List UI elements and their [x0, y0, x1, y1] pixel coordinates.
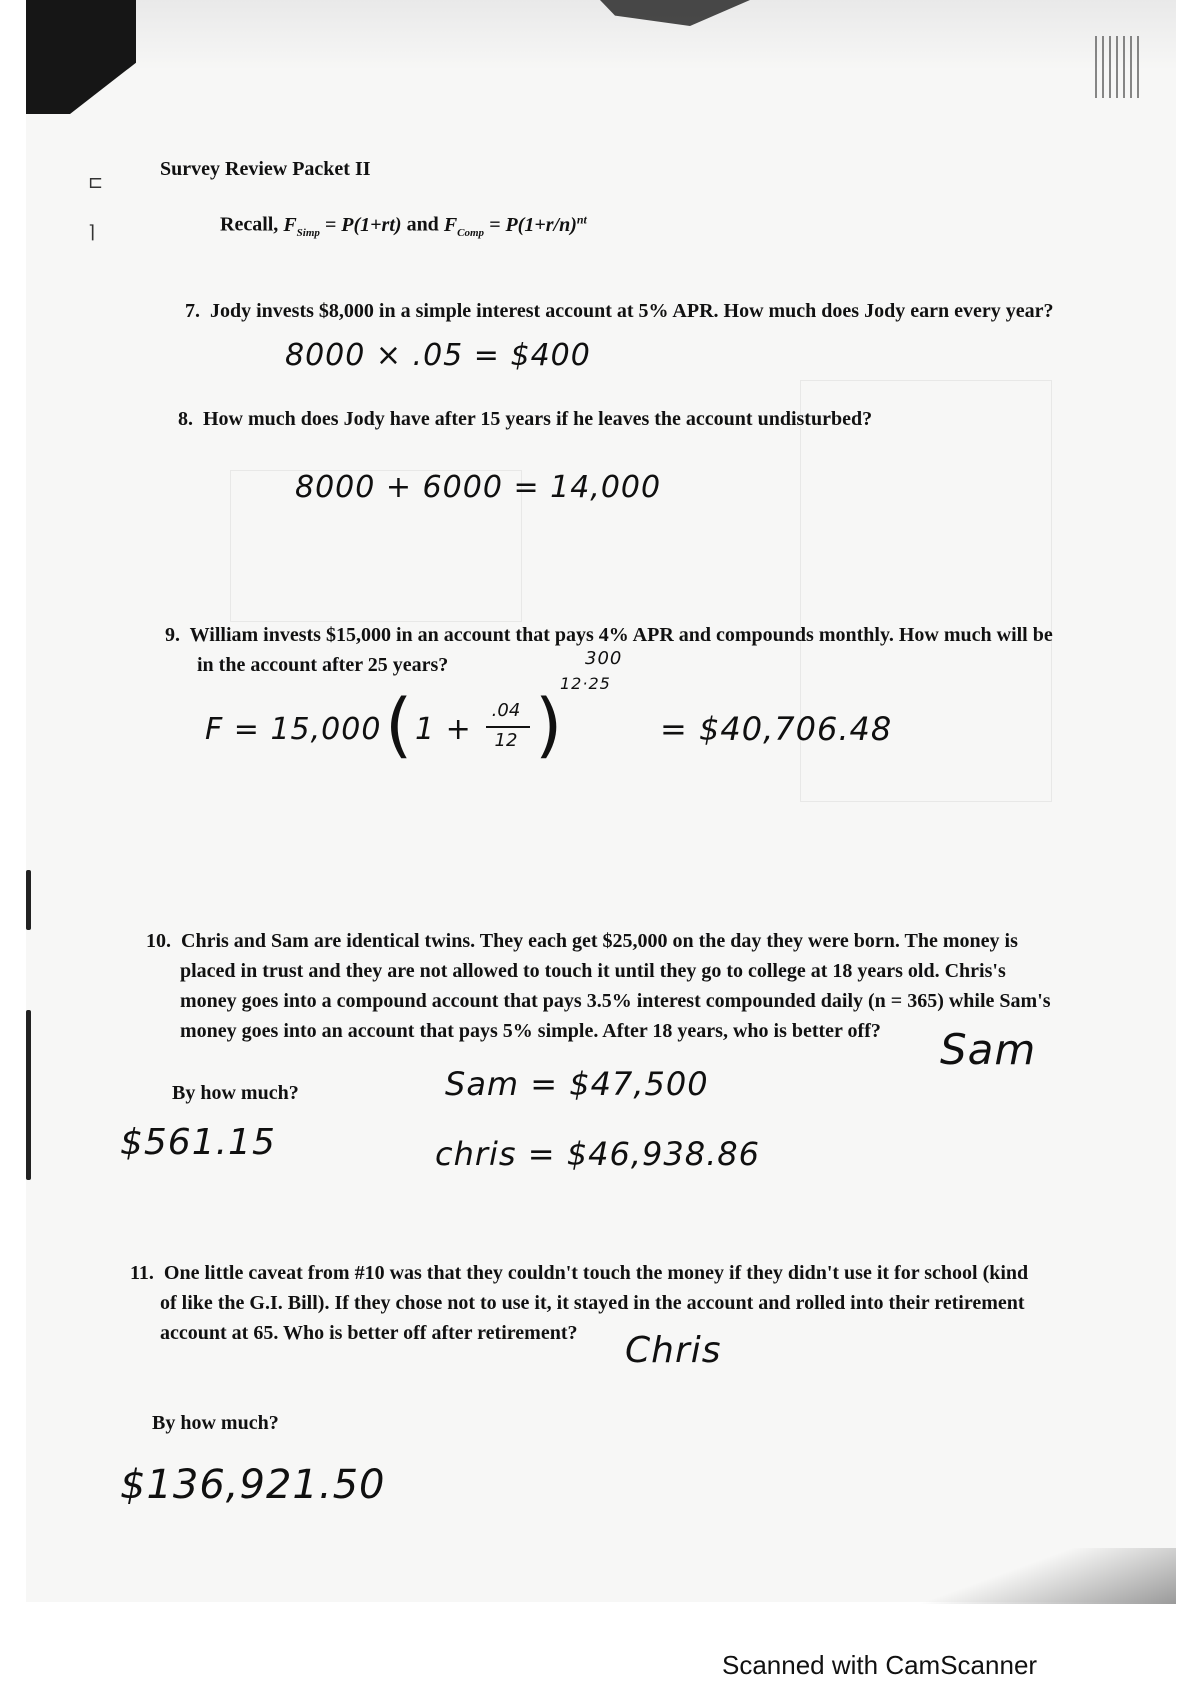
question-number: 7. — [185, 300, 200, 322]
question-text: One little caveat from #10 was that they couldn't touch the money if they didn't use it for school (kind — [163, 1262, 1029, 1284]
work-exponent-result: 300 — [585, 648, 623, 669]
question-8 — [178, 404, 1078, 434]
question-text: in the account after 25 years? — [197, 654, 449, 676]
answer-8: 8000 + 6000 = 14,000 — [295, 470, 662, 505]
work-one-plus: 1 + — [415, 712, 472, 747]
question-text: of like the G.I. Bill). If they chose not to use it, it stayed in the account and rolled into their retirement — [160, 1292, 1025, 1314]
answer-10-chris: chris = $46,938.86 — [435, 1135, 760, 1173]
recall-prefix: Recall, — [220, 213, 279, 236]
simple-formula: $F_{Simp} = P(1+rt)$ — [283, 213, 402, 239]
question-text: money goes into a compound account that pays 3.5% interest compounded daily (n = 365) while Sam's — [180, 990, 1051, 1012]
question-text: How much does Jody have after 15 years if he leaves the account undisturbed? — [203, 408, 873, 430]
answer-9: = $40,706.48 — [660, 710, 893, 748]
sub-question-10: By how much? — [172, 1082, 299, 1104]
scan-edge-mark — [26, 870, 31, 930]
page-title: Survey Review Packet II — [160, 158, 371, 180]
scan-edge-mark — [26, 1010, 31, 1180]
recall-conjunction: and — [406, 213, 439, 236]
question-number: 9. — [165, 624, 180, 646]
work-numerator: .04 — [491, 700, 521, 721]
right-paren: ) — [535, 684, 563, 766]
question-9 — [165, 620, 1125, 680]
question-number: 11. — [130, 1262, 154, 1284]
question-number: 10. — [146, 930, 171, 952]
answer-10-sam: Sam = $47,500 — [445, 1065, 709, 1103]
question-text: Jody invests $8,000 in a simple interest account at 5% APR. How much does Jody earn every year? — [210, 300, 1054, 322]
question-text: Chris and Sam are identical twins. They each get $25,000 on the day they were born. The money is — [181, 930, 1018, 952]
sub-question-11: By how much? — [152, 1412, 279, 1434]
margin-mark: ⊏ — [88, 172, 104, 192]
compound-formula: $F_{Comp} = P(1+r/n)^{nt}$ — [443, 212, 587, 239]
scanner-watermark: Scanned with CamScanner — [722, 1650, 1038, 1680]
work-denominator: 12 — [494, 730, 518, 751]
answer-11-who: Chris — [625, 1330, 722, 1371]
question-number: 8. — [178, 408, 193, 430]
question-7 — [185, 296, 1085, 326]
question-text: placed in trust and they are not allowed to touch it until they go to college at 18 years old. Chris's — [180, 960, 1006, 982]
question-text: William invests $15,000 in an account that pays 4% APR and compounds monthly. How much will be — [189, 624, 1053, 646]
question-text: account at 65. Who is better off after retirement? — [160, 1322, 578, 1344]
margin-mark: ⌉ — [88, 222, 96, 242]
answer-10-who: Sam — [940, 1025, 1037, 1074]
fraction-bar — [486, 726, 530, 728]
work-formula-lhs: F = 15,000 — [205, 712, 382, 747]
answer-10-difference: $561.15 — [120, 1122, 276, 1163]
scan-bottom-shadow — [900, 1548, 1176, 1604]
work-exponent: 12·25 — [560, 674, 611, 693]
recall-formulas — [220, 212, 587, 239]
left-paren: ( — [385, 684, 413, 766]
answer-7: 8000 × .05 = $400 — [285, 338, 591, 373]
paper-sheet — [26, 10, 1176, 1602]
question-text: money goes into an account that pays 5% simple. After 18 years, who is better off? — [180, 1020, 881, 1042]
scan-edge-lines — [1095, 36, 1139, 98]
answer-11-difference: $136,921.50 — [120, 1462, 386, 1508]
scan-top-shadow — [26, 0, 1176, 70]
